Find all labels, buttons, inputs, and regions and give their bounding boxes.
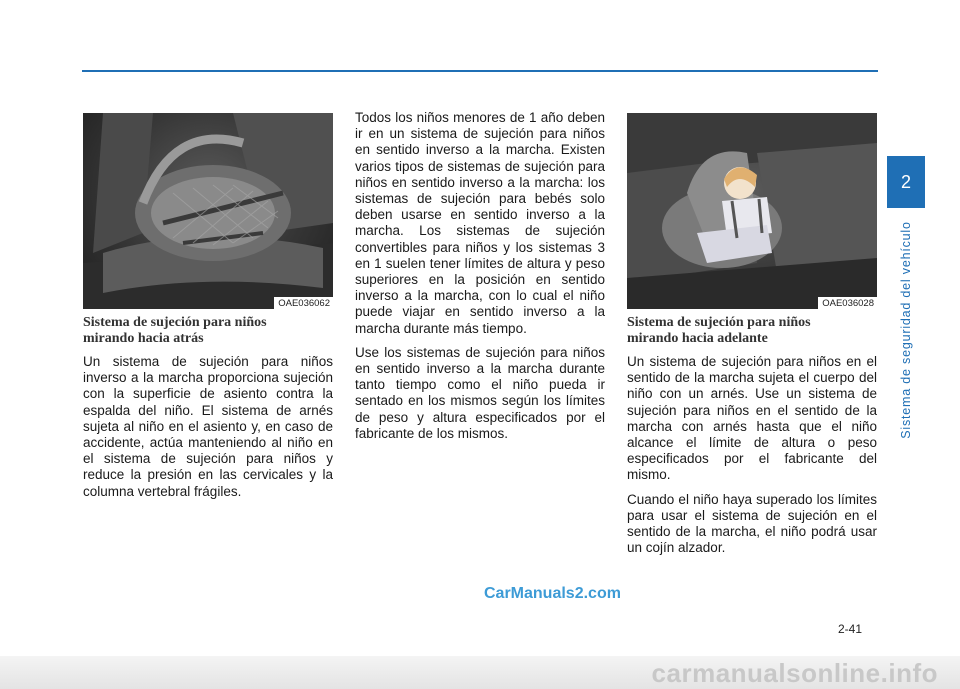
watermark-link[interactable]: CarManuals2.com xyxy=(484,585,621,602)
section-heading-rear-facing xyxy=(83,315,333,347)
body-paragraph: Un sistema de sujeción para niños inverso a la marcha proporciona sujeción con la superficie de asiento contra la espalda del niño. El sistema de arnés sujeta al niño en el asiento y, en caso de accidente, actúa manteniendo al niño en el sistema de sujeción para niños y reduce la presión en las cervicales y la columna vertebral frágiles. xyxy=(83,354,333,499)
section-heading-forward-facing xyxy=(627,315,877,347)
body-paragraph: Use los sistemas de sujeción para niños en sentido inverso a la marcha durante tanto tiempo como el niño pueda ir sentado en los mismos según los límites de peso y altura especificados por el fabricante de los mismos. xyxy=(355,344,605,441)
column-forward-facing xyxy=(627,113,877,564)
image-code: OAE036062 xyxy=(274,297,333,309)
forward-facing-seat-illustration xyxy=(627,113,877,309)
rear-facing-seat-illustration xyxy=(83,113,333,309)
column-rear-facing-continued xyxy=(355,110,605,450)
heading-line-2: mirando hacia adelante xyxy=(627,331,768,346)
heading-line-1: Sistema de sujeción para niños xyxy=(627,315,811,330)
body-paragraph: Cuando el niño haya superado los límites para usar el sistema de sujeción en el sentido de la marcha, el niño podrá usar un cojín alzador. xyxy=(627,491,877,556)
chapter-tab xyxy=(887,156,925,208)
watermark-text: carmanualsonline.info xyxy=(651,658,938,688)
rear-facing-seat-photo xyxy=(83,113,333,309)
heading-line-1: Sistema de sujeción para niños xyxy=(83,315,267,330)
watermark-banner xyxy=(0,656,960,689)
chapter-number: 2 xyxy=(900,171,911,192)
header-rule xyxy=(82,70,878,72)
image-code: OAE036028 xyxy=(818,297,877,309)
body-paragraph: Todos los niños menores de 1 año deben ir en un sistema de sujeción para niños en sentido inverso a la marcha. Existen varios tipos de sistemas de sujeción para niños en sentido inverso a la marcha: los sistemas de sujeción para bebés solo deben usarse en sentido inverso a la marcha. Los sistemas de sujeción convertibles para niños y los sistemas 3 en 1 suelen tener límites de altura y peso superiores en la posición en sentido inverso a la marcha, con lo cual el niño puede viajar en sentido inverso a la marcha durante más tiempo. xyxy=(355,110,605,336)
chapter-title: Sistema de seguridad del vehículo xyxy=(899,221,913,439)
heading-line-2: mirando hacia atrás xyxy=(83,331,204,346)
page-number: 2-41 xyxy=(838,622,863,636)
column-rear-facing xyxy=(83,113,333,508)
forward-facing-seat-photo xyxy=(627,113,877,309)
body-paragraph: Un sistema de sujeción para niños en el sentido de la marcha sujeta el cuerpo del niño con un arnés. Use un sistema de sujeción para niños en el sentido de la marcha con arnés hasta que el niño alcance el límite de altura o peso especificados por el fabricante del mismo. xyxy=(627,354,877,483)
